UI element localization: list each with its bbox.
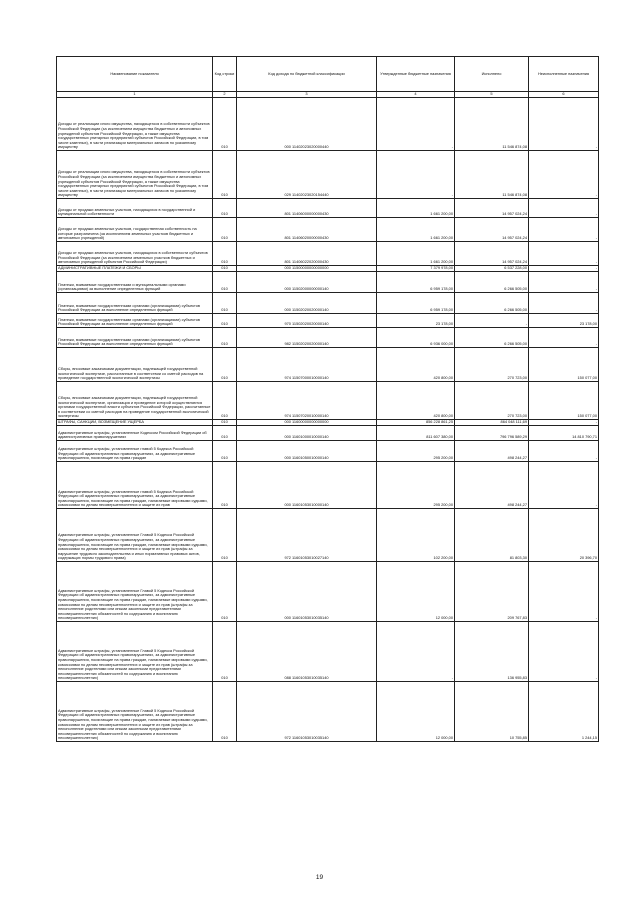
row-code: 010 <box>213 272 237 293</box>
row-income-code: 972 11601053010027140 <box>237 509 377 562</box>
row-approved-value: 1 661 200,00 <box>377 199 455 218</box>
table-body <box>57 98 599 742</box>
row-unexecuted-value: 20 396,70 <box>529 509 599 562</box>
row-income-code: 974 11507000010000140 <box>237 348 377 382</box>
row-unexecuted-value: - <box>529 441 599 462</box>
row-unexecuted-value: - <box>529 328 599 348</box>
row-approved-value: 23 178,00 <box>377 314 455 328</box>
row-code: 010 <box>213 199 237 218</box>
row-income-code: 000 11601053010035140 <box>237 562 377 622</box>
row-executed-value: 81 803,30 <box>455 509 529 562</box>
row-approved-value: 6 936 000,00 <box>377 328 455 348</box>
row-code: 010 <box>213 509 237 562</box>
row-approved-value: 420 800,00 <box>377 348 455 382</box>
row-unexecuted-value: - <box>529 293 599 314</box>
row-indicator-name: Административные штрафы, установленные Кодексом Российской Федерации об административных правонарушениях <box>57 426 213 441</box>
row-unexecuted-value: - <box>529 98 599 151</box>
row-indicator-name: Платежи, взимаемые государственными органами (организациями) субъектов Российской Федерации за выполнение определенных функций <box>57 314 213 328</box>
table-row <box>57 426 599 441</box>
row-code: 010 <box>213 441 237 462</box>
header-indicator-name: Наименование показателя <box>57 57 213 92</box>
column-number: 5 <box>455 92 529 98</box>
row-executed-value: 270 723,00 <box>455 382 529 420</box>
row-indicator-name: Доходы от продажи земельных участков, находящихся в государственной и муниципальной собственности <box>57 199 213 218</box>
table-row <box>57 348 599 382</box>
table-row <box>57 509 599 562</box>
row-income-code: 000 11601000010000140 <box>237 426 377 441</box>
row-indicator-name: Административные штрафы, установленные главой 5 Кодекса Российской Федерации об административных правонарушениях, за административные правонарушения, посягающие на права граждан <box>57 441 213 462</box>
header-income-code: Код дохода по бюджетной классификации <box>237 57 377 92</box>
table-row <box>57 242 599 266</box>
row-code: 010 <box>213 151 237 199</box>
report-sheet <box>56 56 598 742</box>
row-code: 010 <box>213 420 237 426</box>
table-row <box>57 199 599 218</box>
table-row <box>57 622 599 682</box>
row-executed-value: - <box>455 314 529 328</box>
row-income-code: 970 11502020020000140 <box>237 314 377 328</box>
row-indicator-name: АДМИНИСТРАТИВНЫЕ ПЛАТЕЖИ И СБОРЫ <box>57 266 213 272</box>
table-row <box>57 328 599 348</box>
row-executed-value: 796 796 589,29 <box>455 426 529 441</box>
row-income-code: 088 11601053010035140 <box>237 622 377 682</box>
row-executed-value: 6 537 228,00 <box>455 266 529 272</box>
row-approved-value: 811 607 380,00 <box>377 426 455 441</box>
row-unexecuted-value: - <box>529 562 599 622</box>
row-indicator-name: Доходы от реализации иного имущества, находящегося в собственности субъектов Российской Федерации (за исключением имущества бюджетных и автономных учреждений субъектов Российской Федерации, а также имущества государственных унитарных предприятий субъектов Российской Федерации, в том числе казенных), в части реализации материальных запасов по указанному имуществу <box>57 98 213 151</box>
row-code: 010 <box>213 314 237 328</box>
table-row <box>57 562 599 622</box>
row-executed-value: 6 266 505,00 <box>455 272 529 293</box>
header-approved: Утвержденные бюджетные назначения <box>377 57 455 92</box>
row-code: 010 <box>213 266 237 272</box>
row-unexecuted-value: - <box>529 199 599 218</box>
row-approved-value: 1 661 200,00 <box>377 218 455 242</box>
table-row <box>57 266 599 272</box>
row-code: 010 <box>213 293 237 314</box>
row-executed-value: 270 723,00 <box>455 348 529 382</box>
row-approved-value: 295 200,00 <box>377 462 455 509</box>
table-row <box>57 420 599 426</box>
row-income-code: 974 11507020010000140 <box>237 382 377 420</box>
row-unexecuted-value: - <box>529 218 599 242</box>
row-income-code: 000 11601053010000140 <box>237 462 377 509</box>
column-number: 6 <box>529 92 599 98</box>
row-income-code: 801 11406022020000430 <box>237 242 377 266</box>
column-number: 2 <box>213 92 237 98</box>
row-income-code: 972 11601053010035140 <box>237 682 377 742</box>
row-code: 010 <box>213 348 237 382</box>
header-executed: Исполнено <box>455 57 529 92</box>
row-approved-value: 6 959 178,00 <box>377 272 455 293</box>
row-unexecuted-value: 150 077,00 <box>529 382 599 420</box>
row-approved-value: - <box>377 622 455 682</box>
header-row-code: Код строки <box>213 57 237 92</box>
row-indicator-name: Административные штрафы, установленные Главой 5 Кодекса Российской Федерации об административных правонарушениях, за административные правонарушения, посягающие на права граждан, налагаемые мировыми судьями, комиссиями по делам несовершеннолетних и защите их прав (штрафы за нарушение трудового законодательства и иных нормативных правовых актов, содержащих нормы трудового права) <box>57 509 213 562</box>
row-unexecuted-value: 150 077,00 <box>529 348 599 382</box>
row-code: 010 <box>213 622 237 682</box>
row-income-code: 000 11600000000000000 <box>237 420 377 426</box>
row-code: 010 <box>213 462 237 509</box>
row-income-code: 000 11502000000000140 <box>237 272 377 293</box>
row-unexecuted-value: - <box>529 462 599 509</box>
row-indicator-name: Платежи, взимаемые государственными органами (организациями) субъектов Российской Федерации за выполнение определенных функций <box>57 293 213 314</box>
row-approved-value: - <box>377 151 455 199</box>
row-unexecuted-value: - <box>529 272 599 293</box>
row-executed-value: 864 048 111,69 <box>455 420 529 426</box>
table-row <box>57 462 599 509</box>
row-unexecuted-value: - <box>529 266 599 272</box>
row-executed-value: 11 546 874,08 <box>455 98 529 151</box>
row-executed-value: 11 546 874,08 <box>455 151 529 199</box>
row-indicator-name: Административные штрафы, установленные Главой 5 Кодекса Российской Федерации об административных правонарушениях, за административные правонарушения, посягающие на права граждан, налагаемые мировыми судьями, комиссиями по делам несовершеннолетних и защите их прав (штрафы за неисполнение родителями или иными законными представителями несовершеннолетних обязанностей по содержанию и воспитанию несовершеннолетних) <box>57 622 213 682</box>
row-approved-value: 102 200,00 <box>377 509 455 562</box>
row-code: 010 <box>213 98 237 151</box>
row-income-code: 000 11601050010000140 <box>237 441 377 462</box>
table-row <box>57 218 599 242</box>
table-row <box>57 314 599 328</box>
table-row <box>57 682 599 742</box>
row-income-code: 000 11500000000000000 <box>237 266 377 272</box>
row-approved-value: - <box>377 98 455 151</box>
row-executed-value: 498 244,27 <box>455 462 529 509</box>
row-indicator-name: Сборы, вносимые заказчиками документации, подлежащей государственной экологической экспертизе, рассчитанные в соответствии со сметой расходов на проведение государственной экологической экспертизы <box>57 348 213 382</box>
row-unexecuted-value: - <box>529 622 599 682</box>
row-unexecuted-value: - <box>529 242 599 266</box>
row-executed-value: 6 266 505,00 <box>455 293 529 314</box>
row-unexecuted-value: - <box>529 151 599 199</box>
row-income-code: 000 11502020020000140 <box>237 293 377 314</box>
row-approved-value: 12 000,00 <box>377 562 455 622</box>
row-indicator-name: Административные штрафы, установленные Главой 5 Кодекса Российской Федерации об административных правонарушениях, за административные правонарушения, посягающие на права граждан, налагаемые мировыми судьями, комиссиями по делам несовершеннолетних и защите их прав (штрафы за неисполнение родителями или иными законными представителями несовершеннолетних обязанностей по содержанию и воспитанию несовершеннолетних) <box>57 562 213 622</box>
row-income-code: 029 11402023020154440 <box>237 151 377 199</box>
row-indicator-name: Платежи, взимаемые государственными и муниципальными органами (организациями) за выполнение определенных функций <box>57 272 213 293</box>
row-executed-value: 136 955,83 <box>455 622 529 682</box>
row-approved-value: 295 200,00 <box>377 441 455 462</box>
row-code: 010 <box>213 426 237 441</box>
row-approved-value: 856 228 861,25 <box>377 420 455 426</box>
row-approved-value: 6 959 178,00 <box>377 293 455 314</box>
row-executed-value: 14 957 024,24 <box>455 199 529 218</box>
row-indicator-name: Сборы, вносимые заказчиками документации, подлежащей государственной экологической экспертизе, организация и проведение которой осуществляются органами государственной власти субъектов Российской Федерации, рассчитанные в соответствии со сметой расходов на проведение государственной экологической экспертизы <box>57 382 213 420</box>
row-approved-value: 12 000,00 <box>377 682 455 742</box>
table-header <box>57 57 599 98</box>
row-indicator-name: Доходы от реализации иного имущества, находящегося в собственности субъектов Российской Федерации (за исключением имущества бюджетных и автономных учреждений субъектов Российской Федерации, а также имущества государственных унитарных предприятий субъектов Российской Федерации, в том числе казенных), в части реализации материальных запасов по указанному имуществу <box>57 151 213 199</box>
header-unexecuted: Неисполненные назначения <box>529 57 599 92</box>
table-row <box>57 272 599 293</box>
row-unexecuted-value: 1 244,15 <box>529 682 599 742</box>
row-indicator-name: Доходы от продажи земельных участков, находящихся в собственности субъектов Российской Федерации (за исключением земельных участков бюджетных и автономных учреждений субъектов Российской Федерации) <box>57 242 213 266</box>
row-code: 010 <box>213 562 237 622</box>
budget-execution-table <box>56 56 599 742</box>
row-executed-value: 6 266 505,00 <box>455 328 529 348</box>
row-code: 010 <box>213 682 237 742</box>
row-income-code: 000 11402023020000440 <box>237 98 377 151</box>
row-indicator-name: Доходы от продажи земельных участков, государственная собственность на которые разграничена (за исключением земельных участков бюджетных и автономных учреждений) <box>57 218 213 242</box>
row-executed-value: 14 957 024,24 <box>455 218 529 242</box>
row-code: 010 <box>213 328 237 348</box>
header-row <box>57 57 599 92</box>
page-number: 19 <box>315 874 324 881</box>
row-income-code: 801 11406020000000430 <box>237 218 377 242</box>
row-executed-value: 10 755,85 <box>455 682 529 742</box>
row-approved-value: 1 661 200,00 <box>377 242 455 266</box>
row-unexecuted-value: 14 810 790,71 <box>529 426 599 441</box>
row-indicator-name: Административные штрафы, установленные Главой 5 Кодекса Российской Федерации об административных правонарушениях, за административные правонарушения, посягающие на права граждан, налагаемые мировыми судьями, комиссиями по делам несовершеннолетних и защите их прав (штрафы за неисполнение родителями или иными законными представителями несовершеннолетних обязанностей по содержанию и воспитанию несовершеннолетних) <box>57 682 213 742</box>
column-number: 1 <box>57 92 213 98</box>
row-unexecuted-value: - <box>529 420 599 426</box>
row-code: 010 <box>213 382 237 420</box>
row-indicator-name: Платежи, взимаемые государственными органами (организациями) субъектов Российской Федерации за выполнение определенных функций <box>57 328 213 348</box>
row-code: 010 <box>213 218 237 242</box>
row-code: 010 <box>213 242 237 266</box>
row-income-code: 982 11502020020000140 <box>237 328 377 348</box>
table-row <box>57 293 599 314</box>
table-row <box>57 98 599 151</box>
table-row <box>57 151 599 199</box>
row-approved-value: 420 800,00 <box>377 382 455 420</box>
row-indicator-name: ШТРАФЫ, САНКЦИИ, ВОЗМЕЩЕНИЕ УЩЕРБА <box>57 420 213 426</box>
table-row <box>57 382 599 420</box>
row-unexecuted-value: 23 178,00 <box>529 314 599 328</box>
column-number: 3 <box>237 92 377 98</box>
row-approved-value: 7 379 978,00 <box>377 266 455 272</box>
row-income-code: 801 11406000000000430 <box>237 199 377 218</box>
row-indicator-name: Административные штрафы, установленные главой 5 Кодекса Российской Федерации об административных правонарушениях, за административные правонарушения, посягающие на права граждан, налагаемые мировыми судьями, комиссиями по делам несовершеннолетних и защите их прав <box>57 462 213 509</box>
row-executed-value: 498 244,27 <box>455 441 529 462</box>
table-row <box>57 441 599 462</box>
column-number: 4 <box>377 92 455 98</box>
row-executed-value: 209 767,83 <box>455 562 529 622</box>
row-executed-value: 14 957 024,24 <box>455 242 529 266</box>
